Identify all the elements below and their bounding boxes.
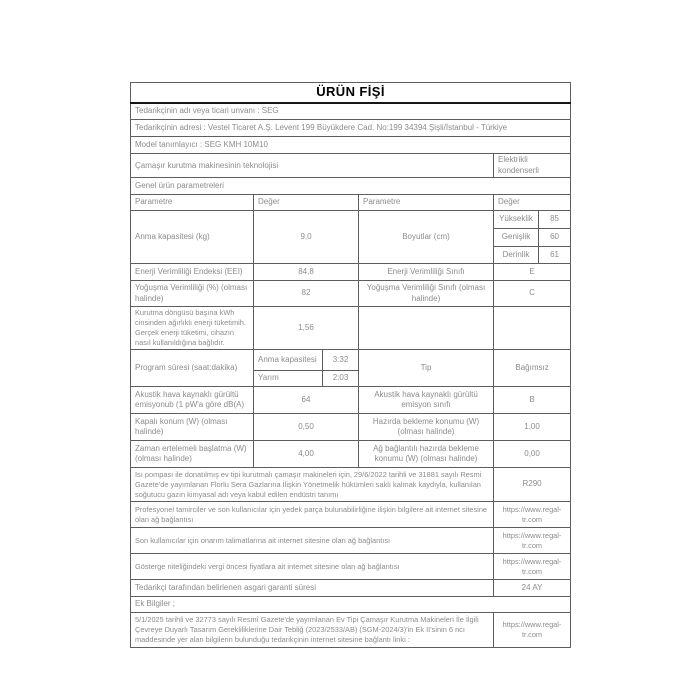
energy-consumption-label: Kurutma döngüsü başına kWh cinsinden ağırlıklı enerji tüketimih. Gerçek enerji tüketimi, cihazın nasıl kullanıldığına bağlıdır. bbox=[131, 307, 254, 350]
pricing-info-link[interactable]: https://www.regal-tr.com bbox=[494, 554, 571, 580]
model-row: Model tanımlayıcı : SEG KMH 10M10 bbox=[131, 137, 571, 154]
col-header-value-right: Değer bbox=[494, 195, 571, 211]
col-header-param-left: Parametre bbox=[131, 195, 254, 211]
col-header-value-left: Değer bbox=[254, 195, 359, 211]
technology-value: Elektrikli kondenserli bbox=[494, 154, 571, 178]
standby-label: Hazırda bekleme konumu (W) (olması halinde) bbox=[359, 414, 494, 441]
product-fiche-sheet bbox=[130, 82, 570, 648]
delay-start-value: 4,00 bbox=[254, 441, 359, 468]
dimension-depth-value: 61 bbox=[539, 247, 571, 264]
address-row: Tedarikçinin adresi : Vestel Ticaret A.Ş. Levent 199 Büyükdere Cad. No:199 34394 Şişli/İstanbul - Türkiye bbox=[131, 120, 571, 137]
technology-label: Çamaşır kurutma makinesinin teknolojisi bbox=[131, 154, 494, 178]
networked-standby-label: Ağ bağlantılı hazırda bekleme konumu (W) (olması halinde) bbox=[359, 441, 494, 468]
general-section-label: Genel ürün parametreleri bbox=[131, 178, 571, 195]
dimensions-label: Boyutlar (cm) bbox=[359, 211, 494, 264]
dimension-width-label: Genişlik bbox=[494, 229, 539, 247]
off-mode-label: Kapalı konum (W) (olması halinde) bbox=[131, 414, 254, 441]
noise-label: Akustik hava kaynaklı gürültü emisyonub (1 pW'a göre dB(A) bbox=[131, 387, 254, 414]
energy-consumption-empty-value bbox=[494, 307, 571, 350]
program-half-label: Yarım bbox=[254, 371, 323, 387]
col-header-param-right: Parametre bbox=[359, 195, 494, 211]
eei-value: 84,8 bbox=[254, 264, 359, 281]
dimension-height-value: 85 bbox=[539, 211, 571, 229]
noise-class-value: B bbox=[494, 387, 571, 414]
repair-info-link[interactable]: https://www.regal-tr.com bbox=[494, 528, 571, 554]
capacity-value: 9,0 bbox=[254, 211, 359, 264]
standby-value: 1,00 bbox=[494, 414, 571, 441]
energy-consumption-empty-param bbox=[359, 307, 494, 350]
off-mode-value: 0,50 bbox=[254, 414, 359, 441]
program-half-value: 2:03 bbox=[323, 371, 359, 387]
supplier-row: Tedarikçinin adı veya ticari unvanı : SEG bbox=[131, 103, 571, 120]
spare-parts-label: Profesyonel tamirciler ve son kullanıcılar için yedek parça bulunabilirliğine ilişkin bilgilere ait internet sitesine olan ağ bağlantısı bbox=[131, 502, 494, 528]
networked-standby-value: 0,00 bbox=[494, 441, 571, 468]
noise-class-label: Akustik hava kaynaklı gürültü emisyon sınıfı bbox=[359, 387, 494, 414]
page-title: ÜRÜN FİŞİ bbox=[131, 83, 571, 103]
extra-info-label: Ek Bilgiler ; bbox=[131, 597, 571, 613]
repair-info-label: Son kullanıcılar için onarım talimatlarına ait internet sitesine olan ağ bağlantısı bbox=[131, 528, 494, 554]
program-rated-value: 3:32 bbox=[323, 350, 359, 371]
condensation-class-value: C bbox=[494, 281, 571, 307]
eei-label: Enerji Verimliliği Endeksi (EEI) bbox=[131, 264, 254, 281]
condensation-value: 82 bbox=[254, 281, 359, 307]
program-duration-label: Program süresi (saat:dakika) bbox=[131, 350, 254, 387]
noise-value: 64 bbox=[254, 387, 359, 414]
capacity-label: Anma kapasitesi (kg) bbox=[131, 211, 254, 264]
warranty-label: Tedarikçi tarafından belirlenen asgari garanti süresi bbox=[131, 580, 494, 597]
energy-consumption-value: 1,56 bbox=[254, 307, 359, 350]
condensation-label: Yoğuşma Verimliliği (%) (olması halinde) bbox=[131, 281, 254, 307]
regulation-label: 5/1/2025 tarihli ve 32773 sayılı Resmî Gazete'de yayımlanan Ev Tipi Çamaşır Kurutma Makineleri İle İlgili Çevreye Duyarlı Tasarım Gerekliliklerine Dair Tebliğ (2023/2533/AB) (SGM-2024/3)'in Ek II'sinin 6 ncı maddesinde yer alan bilgilerin bulunduğu tedarikçinin internet sitesine bağlantı linki : bbox=[131, 613, 494, 648]
condensation-class-label: Yoğuşma Verimliliği Sınıfı (olması halinde) bbox=[359, 281, 494, 307]
spare-parts-link[interactable]: https://www.regal-tr.com bbox=[494, 502, 571, 528]
warranty-value: 24 AY bbox=[494, 580, 571, 597]
regulation-link[interactable]: https://www.regal-tr.com bbox=[494, 613, 571, 648]
eei-class-label: Enerji Verimliliği Sınıfı bbox=[359, 264, 494, 281]
refrigerant-value: R290 bbox=[494, 468, 571, 502]
program-rated-label: Anma kapasitesi bbox=[254, 350, 323, 371]
dimension-width-value: 60 bbox=[539, 229, 571, 247]
delay-start-label: Zaman ertelemeli başlatma (W) (olması halinde) bbox=[131, 441, 254, 468]
refrigerant-label: Isı pompası ile donatılmış ev tipi kurutmalı çamaşır makineleri için, 29/6/2022 tarihli ve 31881 sayılı Resmi Gazete'de yayımlanan Florlu Sera Gazlarına İlişkin Yönetmelik hükümleri saklı kalmak kaydıyla, kullanılan soğutucu gazın kimyasal adı veya kabul edilen endüstri tanımı bbox=[131, 468, 494, 502]
type-label: Tip bbox=[359, 350, 494, 387]
eei-class-value: E bbox=[494, 264, 571, 281]
dimension-depth-label: Derinlik bbox=[494, 247, 539, 264]
dimension-height-label: Yükseklik bbox=[494, 211, 539, 229]
type-value: Bağımsız bbox=[494, 350, 571, 387]
pricing-info-label: Gösterge niteliğindeki vergi öncesi fiyatlara ait internet sitesine olan ağ bağlantısı bbox=[131, 554, 494, 580]
product-fiche-table bbox=[130, 82, 571, 648]
